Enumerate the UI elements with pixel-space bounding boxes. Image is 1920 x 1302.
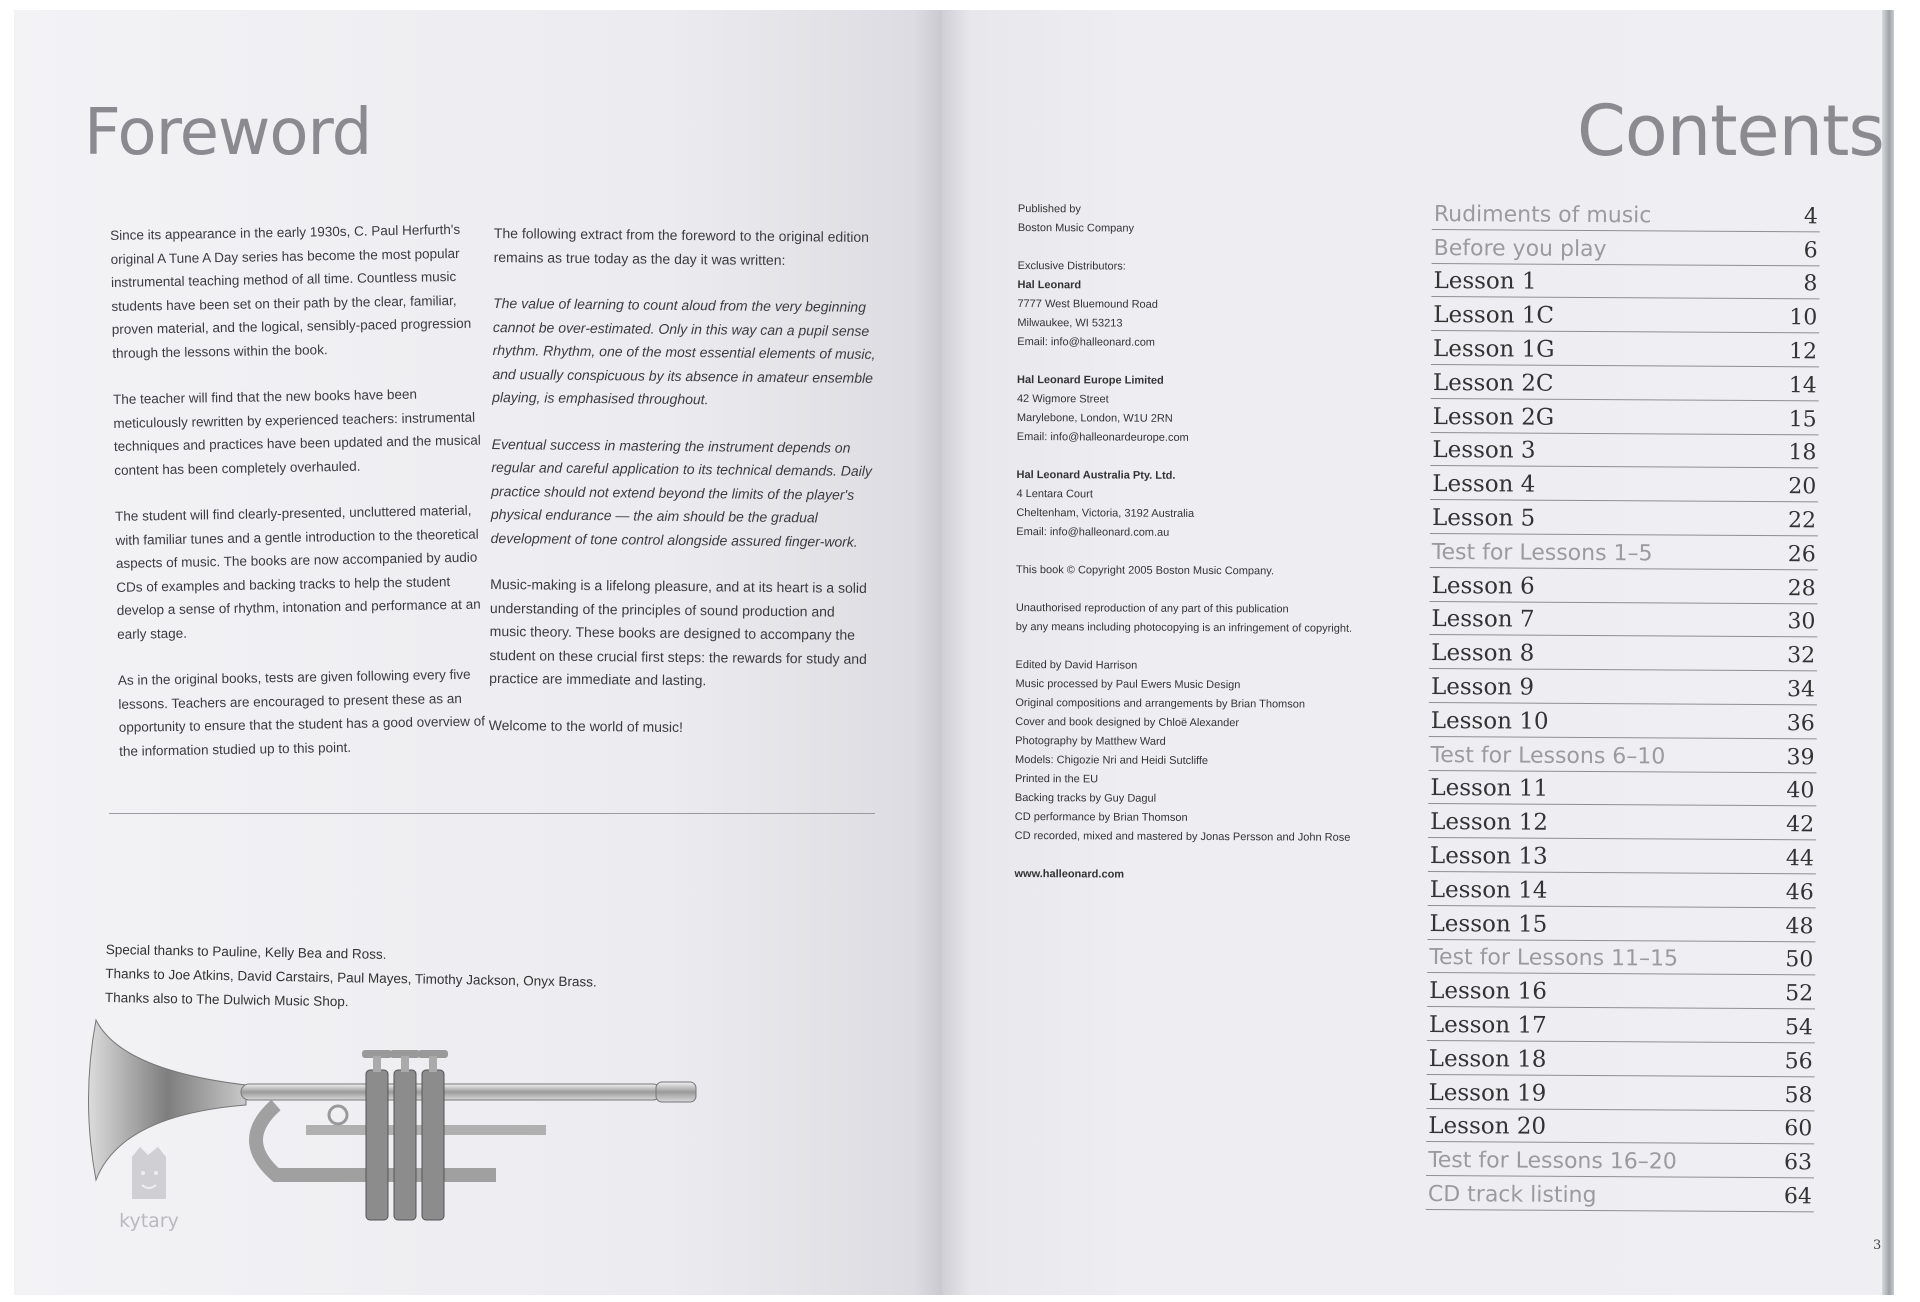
toc-row: [1428, 872, 1816, 908]
toc-label: Lesson 3: [1432, 437, 1536, 465]
toc-row: [1427, 906, 1815, 942]
publisher-line: [1016, 542, 1436, 563]
toc-label: Test for Lessons 1–5: [1431, 539, 1653, 567]
publisher-line: 42 Wigmore Street: [1016, 392, 1109, 406]
foreword-quote: Eventual success in mastering the instrument depends on regular and careful application to its technical demands. Daily practice should not extend beyond the limits of the player's physical endurance — the aim should be the gradual development of tone control alongside assured finger-work.: [490, 435, 873, 550]
toc-row: [1426, 1075, 1814, 1111]
toc-page-number: 42: [1786, 812, 1815, 838]
toc-label: Lesson 19: [1428, 1079, 1547, 1107]
publisher-line: Models: Chigozie Nri and Heidi Sutcliffe: [1015, 753, 1209, 768]
toc-row: [1432, 230, 1820, 266]
toc-page-number: 60: [1784, 1116, 1813, 1142]
table-of-contents: [1426, 196, 1820, 1212]
toc-row: [1427, 1007, 1815, 1043]
toc-label: Lesson 18: [1428, 1045, 1547, 1073]
foreword-title: Foreword: [84, 96, 372, 170]
toc-row: [1431, 297, 1819, 333]
thanks-line: Thanks to Joe Atkins, David Carstairs, Paul Mayes, Timothy Jackson, Onyx Brass.: [105, 965, 597, 990]
toc-row: [1431, 264, 1819, 300]
toc-page-number: 52: [1785, 981, 1814, 1007]
toc-label: Test for Lessons 11–15: [1429, 945, 1679, 972]
toc-row: [1427, 973, 1815, 1009]
toc-label: Lesson 9: [1430, 673, 1535, 701]
toc-page-number: 58: [1784, 1082, 1813, 1108]
toc-label: Lesson 16: [1429, 978, 1547, 1005]
publisher-line: [1017, 352, 1437, 373]
book-spread: [14, 10, 1894, 1295]
toc-page-number: 36: [1786, 710, 1815, 737]
foreword-paragraph: Music-making is a lifelong pleasure, and at its heart is a solid understanding of the principles of sound production and music theory. These books are designed to accompany the student on these crucial first steps: the rewards for study and practice are immediate and lasting.: [489, 575, 867, 689]
publisher-line: Published by: [1017, 202, 1081, 216]
toc-page-number: 15: [1788, 406, 1817, 432]
thanks-line: Special thanks to Pauline, Kelly Bea and Ross.: [105, 941, 387, 962]
publisher-line: Milwaukee, WI 53213: [1017, 316, 1123, 330]
publisher-line: [1017, 447, 1437, 468]
toc-label: Lesson 6: [1431, 572, 1535, 600]
toc-page-number: 28: [1787, 575, 1816, 601]
publisher-line: Email: info@halleonard.com.au: [1016, 525, 1170, 539]
publisher-line: [1015, 846, 1435, 867]
toc-page-number: 63: [1784, 1150, 1813, 1176]
toc-label: Lesson 15: [1429, 910, 1548, 938]
face-tag-icon: [124, 1145, 174, 1203]
publisher-line: 4 Lentara Court: [1016, 487, 1093, 501]
publisher-line: Edited by David Harrison: [1015, 658, 1138, 672]
toc-row: [1428, 804, 1816, 840]
foreword-paragraph: Welcome to the world of music!: [488, 716, 684, 735]
section-divider: [109, 813, 875, 814]
publisher-line: [1016, 580, 1436, 601]
toc-row: [1428, 838, 1816, 874]
toc-label: Lesson 20: [1428, 1113, 1547, 1141]
publisher-line: by any means including photocopying is an infringement of copyright.: [1015, 620, 1353, 635]
toc-page-number: 46: [1785, 879, 1814, 906]
page-edge: [1882, 10, 1894, 1295]
toc-row: [1431, 399, 1819, 435]
foreword-column-b: [488, 222, 879, 764]
left-page: [14, 10, 942, 1295]
contents-title: Contents: [1577, 90, 1884, 172]
toc-row: [1427, 940, 1815, 976]
toc-page-number: 22: [1787, 508, 1817, 534]
toc-label: Lesson 14: [1429, 876, 1548, 904]
toc-page-number: 18: [1788, 440, 1817, 466]
toc-page-number: 4: [1803, 204, 1818, 230]
toc-page-number: 8: [1803, 271, 1818, 297]
toc-label: Lesson 10: [1430, 707, 1549, 735]
toc-page-number: 40: [1786, 778, 1815, 804]
toc-row: [1427, 1041, 1815, 1077]
publisher-line: CD performance by Brian Thomson: [1014, 810, 1188, 824]
toc-page-number: 10: [1789, 305, 1818, 331]
toc-row: [1428, 737, 1816, 773]
publisher-line: 7777 West Bluemound Road: [1017, 297, 1158, 311]
toc-row: [1429, 635, 1817, 671]
publisher-line: [1018, 238, 1438, 259]
toc-row: [1430, 466, 1818, 502]
publisher-line: Unauthorised reproduction of any part of this publication: [1015, 601, 1289, 616]
toc-page-number: 30: [1787, 609, 1816, 635]
publisher-line[interactable]: www.halleonard.com: [1014, 867, 1125, 881]
publisher-line: Cover and book designed by Chloë Alexander: [1015, 715, 1240, 730]
toc-label: Lesson 1: [1433, 268, 1537, 296]
toc-label: Lesson 7: [1431, 606, 1535, 633]
publisher-line: Backing tracks by Guy Dagul: [1014, 791, 1157, 805]
toc-page-number: 39: [1786, 744, 1815, 770]
toc-page-number: 56: [1784, 1048, 1813, 1075]
toc-row: [1432, 196, 1820, 232]
foreword-paragraph: The teacher will find that the new books have been meticulously rewritten by experienced teachers: instrumental techniques and practices have been updated and the musical content has been completely overhauled.: [112, 386, 481, 478]
toc-row: [1429, 703, 1817, 739]
toc-label: Lesson 8: [1431, 640, 1535, 667]
toc-label: Lesson 1C: [1433, 302, 1555, 329]
toc-label: Lesson 5: [1431, 504, 1536, 532]
toc-row: [1426, 1176, 1814, 1212]
toc-row: [1430, 500, 1818, 536]
kytary-watermark: [104, 1145, 194, 1232]
foreword-paragraph: Since its appearance in the early 1930s, C. Paul Herfurth's original A Tune A Day series has become the most popular instrumental teaching method of all time. Countless music students have been set on their path by the clear, familiar, proven material, and the logical, sensibly-paced progression through the lessons within the book.: [110, 221, 472, 361]
acknowledgements: [105, 938, 666, 1020]
publisher-line: Printed in the EU: [1014, 772, 1099, 786]
toc-label: Rudiments of music: [1433, 201, 1652, 229]
toc-label: Lesson 4: [1432, 471, 1536, 498]
foreword-paragraph: As in the original books, tests are given following every five lessons. Teachers are encouraged to present these as an opportunity to ensure that the student has a good overview of the information studied up to this point.: [117, 666, 486, 759]
publisher-line: [1016, 637, 1436, 658]
toc-row: [1426, 1142, 1814, 1178]
toc-page-number: 20: [1788, 474, 1817, 500]
foreword-column-a: [110, 218, 490, 786]
toc-row: [1430, 534, 1818, 570]
publisher-line: Marylebone, London, W1U 2RN: [1016, 411, 1173, 425]
toc-label: Lesson 12: [1430, 809, 1548, 836]
toc-row: [1430, 433, 1818, 469]
publisher-line: Email: info@halleonard.com: [1017, 335, 1156, 349]
publisher-line: Music processed by Paul Ewers Music Design: [1015, 677, 1241, 692]
publisher-line: This book © Copyright 2005 Boston Music Company.: [1016, 563, 1275, 578]
toc-page-number: 34: [1786, 677, 1816, 703]
toc-page-number: 6: [1803, 237, 1818, 263]
toc-page-number: 64: [1783, 1184, 1812, 1210]
toc-page-number: 32: [1787, 643, 1816, 669]
publisher-line: Exclusive Distributors:: [1017, 259, 1126, 273]
toc-label: Lesson 2G: [1432, 403, 1555, 431]
publisher-line: Cheltenham, Victoria, 3192 Australia: [1016, 506, 1195, 520]
toc-page-number: 14: [1788, 372, 1817, 399]
toc-page-number: 48: [1785, 913, 1814, 939]
publisher-line: Hal Leonard: [1017, 278, 1082, 292]
toc-row: [1430, 568, 1818, 604]
publisher-line: CD recorded, mixed and mastered by Jonas Persson and John Rose: [1014, 829, 1351, 844]
toc-row: [1426, 1108, 1814, 1144]
toc-row: [1431, 331, 1819, 367]
toc-page-number: 12: [1788, 339, 1818, 365]
foreword-quote: The value of learning to count aloud from the very beginning cannot be over-estimated. Only in this way can a pupil sense rhythm. Rhythm, one of the most essential elements of music, and usually conspicuous by its absence in amateur ensemble playing, is emphasised throughout.: [492, 294, 876, 408]
toc-page-number: 44: [1785, 846, 1815, 872]
publisher-line: Photography by Matthew Ward: [1015, 734, 1166, 748]
toc-label: Test for Lessons 6–10: [1430, 742, 1666, 769]
foreword-paragraph: The student will find clearly-presented, uncluttered material, with familiar tunes and a gentle introduction to the theoretical aspects of music. The books are now accompanied by audio CDs of examples and backing tracks to help the student develop a sense of rhythm, intonation and performance at an early stage.: [114, 502, 481, 642]
toc-page-number: 26: [1787, 541, 1816, 568]
toc-label: Lesson 2C: [1432, 369, 1554, 397]
toc-page-number: 50: [1785, 947, 1814, 973]
publisher-line: Boston Music Company: [1017, 221, 1135, 235]
watermark-label: kytary: [119, 1210, 179, 1232]
toc-row: [1429, 669, 1817, 705]
publisher-line: Original compositions and arrangements by Brian Thomson: [1015, 696, 1306, 711]
toc-page-number: 54: [1784, 1015, 1814, 1041]
publisher-info: [1014, 200, 1438, 886]
publisher-line: Hal Leonard Europe Limited: [1017, 373, 1164, 387]
toc-label: CD track listing: [1427, 1181, 1597, 1208]
toc-label: Lesson 11: [1430, 775, 1549, 803]
toc-row: [1428, 771, 1816, 807]
toc-label: Lesson 13: [1429, 842, 1548, 870]
toc-row: [1431, 365, 1819, 401]
toc-label: Test for Lessons 16–20: [1428, 1148, 1677, 1175]
publisher-line: Hal Leonard Australia Pty. Ltd.: [1016, 468, 1176, 482]
publisher-line: Email: info@halleonardeurope.com: [1016, 430, 1189, 444]
foreword-paragraph: The following extract from the foreword to the original edition remains as true today as the day it was written:: [493, 224, 870, 268]
page-number: 3: [1873, 1238, 1882, 1253]
toc-label: Lesson 1G: [1432, 335, 1555, 363]
toc-label: Before you play: [1433, 235, 1607, 262]
toc-label: Lesson 17: [1428, 1011, 1547, 1039]
thanks-line: Thanks also to The Dulwich Music Shop.: [104, 989, 349, 1010]
toc-row: [1429, 602, 1817, 638]
